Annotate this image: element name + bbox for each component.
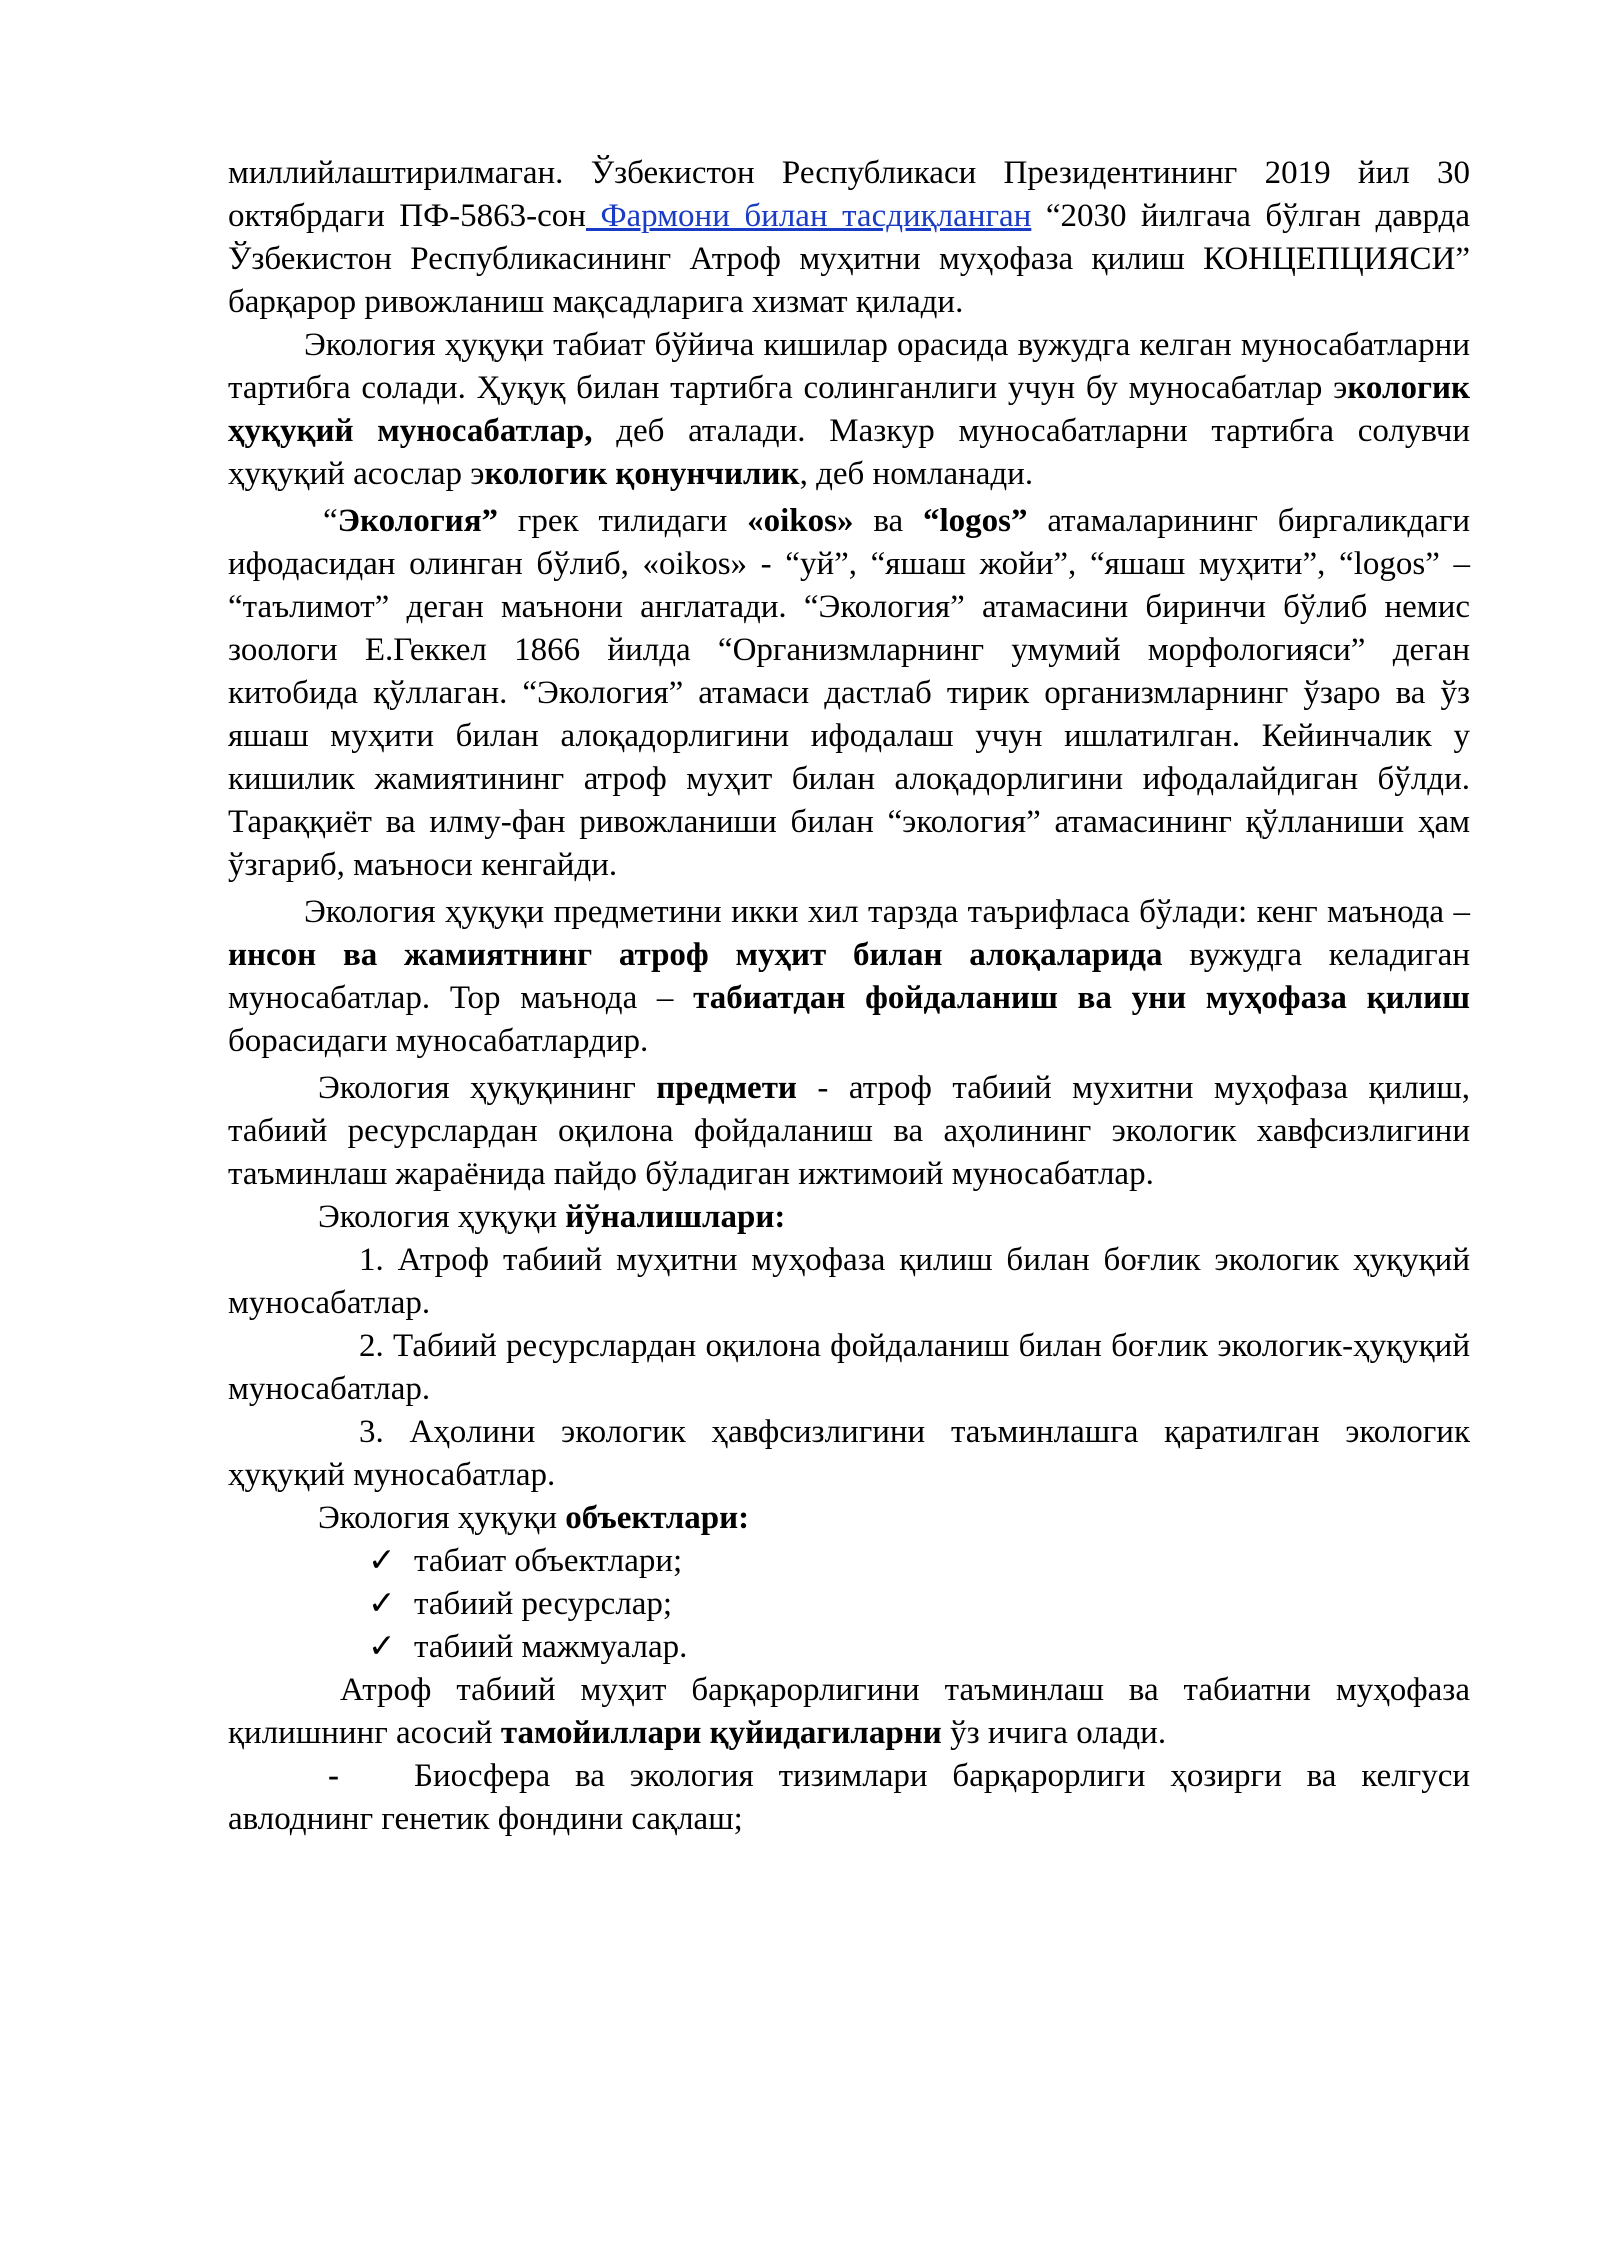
paragraph-ecology-term: “Экология” грек тилидаги «oikos» ва “logos” атамаларининг биргаликдаги ифодасидан олинган бўлиб, «oikos» - “уй”, “яшаш жойи”, “яшаш муҳити”, “logos” – “таълимот” деган маънони англатади. “Экология” атамасини биринчи бўлиб немис зоологи Е.Геккел 1866 йилда “Организмларнинг умумий морфологияси” деган китобида қўллаган. “Экология” атамаси дастлаб тирик организмларнинг ўзаро ва ўз яшаш муҳити билан алоқадорлигини ифодалаш учун ишлатилган. Кейинчалик у кишилик жамиятининг атроф муҳит билан алоқадорлигини ифодалайдиган бўлди. Тараққиёт ва илму-фан ривожланиши билан “экология” атамасининг қўлланиши ҳам ўзгариб, маъноси кенгайди. bbox=[228, 503, 1471, 883]
paragraph-eco-law-relations: Экология ҳуқуқи табиат бўйича кишилар орасида вужудга келган муносабатларни тартибга солади. Ҳуқуқ билан тартибга солинганлиги учун бу муносабатлар экологик ҳуқуқий муносабатлар, деб аталади. Мазкур муносабатларни тартибга солувчи ҳуқуқий асослар экологик қонунчилик, деб номланади. bbox=[228, 327, 1470, 492]
list-item: ✓ табиий ресурслар; bbox=[228, 1583, 1470, 1626]
list-item: ✓ табиат объектлари; bbox=[228, 1540, 1470, 1583]
dash-marker: - bbox=[328, 1758, 339, 1794]
direction-item: 1. Атроф табиий муҳитни муҳофаза қилиш билан боғлик экологик ҳуқуқий муносабатлар. bbox=[228, 1242, 1470, 1321]
list-item: ✓ табиий мажмуалар. bbox=[228, 1626, 1470, 1669]
check-icon: ✓ bbox=[368, 1543, 396, 1579]
heading-directions: Экология ҳуқуқи йўналишлари: bbox=[318, 1199, 786, 1235]
direction-item: 3. Аҳолини экологик ҳавфсизлигини таъминлашга қаратилган экологик ҳуқуқий муносабатлар. bbox=[228, 1414, 1470, 1493]
heading-objects: Экология ҳуқуқи объектлари: bbox=[318, 1500, 750, 1536]
paragraph-principles: Атроф табиий муҳит барқарорлигини таъминлаш ва табиатни муҳофаза қилишнинг асосий тамойиллари қуйидагиларни ўз ичига олади. bbox=[228, 1672, 1470, 1751]
document-body bbox=[228, 152, 1470, 1841]
principle-item: - Биосфера ва экология тизимлари барқарорлиги ҳозирги ва келгуси авлоднинг генетик фондини сақлаш; bbox=[228, 1755, 1470, 1841]
paragraph-subject-definition: Экология ҳуқуқи предметини икки хил тарзда таърифласа бўлади: кенг маънода – инсон ва жамиятнинг атроф муҳит билан алоқаларида вужудга келадиган муносабатлар. Тор маънода – табиатдан фойдаланиш ва уни муҳофаза қилиш борасидаги муносабатлардир. bbox=[228, 894, 1470, 1059]
check-icon: ✓ bbox=[368, 1586, 396, 1622]
objects-list bbox=[228, 1540, 1470, 1669]
paragraph-subject: Экология ҳуқуқининг предмети - атроф табиий мухитни муҳофаза қилиш, табиий ресурслардан оқилона фойдаланиш ва аҳолининг экологик хавфсизлигини таъминлаш жараёнида пайдо бўладиган ижтимоий муносабатлар. bbox=[228, 1070, 1471, 1192]
paragraph-concept: миллийлаштирилмаган. Ўзбекистон Республикаси Президентининг 2019 йил 30 октябрдаги ПФ-5863-сон Фармони билан тасдиқланган “2030 йилгача бўлган даврда Ўзбекистон Республикасининг Атроф муҳитни муҳофаза қилиш КОНЦЕПЦИЯСИ” барқарор ривожланиш мақсадларига хизмат қилади. bbox=[228, 155, 1470, 320]
decree-link[interactable]: Фармони билан тасдиқланган bbox=[585, 198, 1032, 234]
check-icon: ✓ bbox=[368, 1629, 396, 1665]
direction-item: 2. Табиий ресурслардан оқилона фойдаланиш билан боғлик экологик-ҳуқуқий муносабатлар. bbox=[228, 1328, 1470, 1407]
